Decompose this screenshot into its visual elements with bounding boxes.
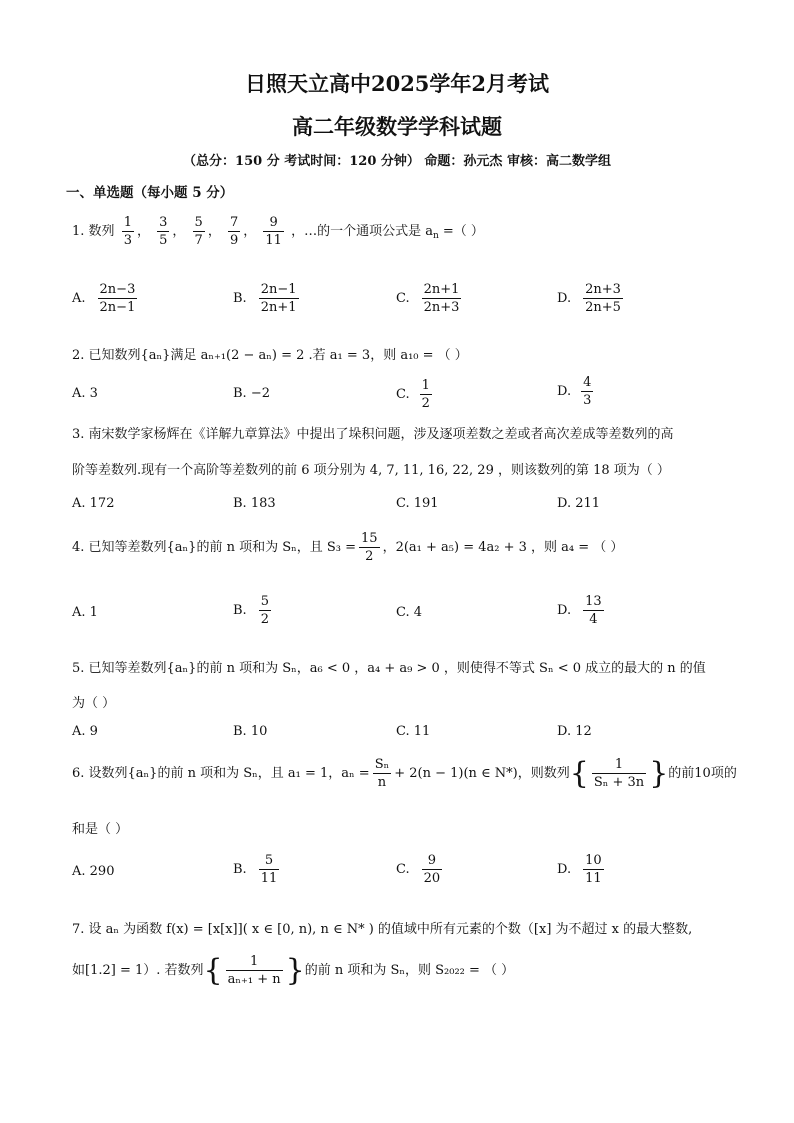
question-6-line-2: 和是（ ） [72,822,129,837]
exam-meta: （总分：150 分 考试时间：120 分钟） 命题：孙元杰 审核：高二数学组 [183,154,611,169]
q5-option-c[interactable]: C. 11 [396,724,431,739]
q4-option-a[interactable]: A. 1 [72,605,98,620]
section-heading: 一、单选题（每小题 5 分） [66,185,234,201]
q3-option-c[interactable]: C. 191 [396,496,439,511]
q2-option-a[interactable]: A. 3 [72,386,98,401]
q6-option-d[interactable]: D. $\frac{10}{11}$ [557,853,602,886]
q1-frac-1: $\frac{1}{3}$ [123,215,132,248]
question-4: 4. 已知等差数列{aₙ}的前 n 项和为 Sₙ，且 S₃ = $\frac{15}{2}$ ，2(a₁ + a₅) = 4a₂ + 3 ，则 a₄ = （ ） [72,531,624,564]
q1-suffix: ，…的一个通项公式是 a [291,224,433,239]
q1-option-c[interactable]: C. $\frac{2n+1}{2n+3}$ [396,282,460,315]
q5-option-b[interactable]: B. 10 [233,724,268,739]
q5-option-a[interactable]: A. 9 [72,724,98,739]
question-1: 1. 数列 $\frac{1}{3}$ ， $\frac{3}{5}$ ， $\frac{5}{7}$ ， $\frac{7}{9}$ ， $\frac{9}{11}$ ，…的一个通项公式是 $a_n$ =（ ） [72,215,484,248]
q3-option-b[interactable]: B. 183 [233,496,276,511]
q3-option-a[interactable]: A. 172 [72,496,115,511]
q1-prefix: 1. 数列 [72,224,115,239]
q2-option-c[interactable]: C. $\frac{1}{2}$ [396,378,430,411]
q6-option-c[interactable]: C. $\frac{9}{20}$ [396,853,441,886]
q1-option-b[interactable]: B. $\frac{2n-1}{2n+1}$ [233,282,297,315]
q1-frac-2: $\frac{3}{5}$ [159,215,168,248]
q6-option-a[interactable]: A. 290 [72,864,115,879]
q1-option-a[interactable]: A. $\frac{2n-3}{2n-1}$ [72,282,136,315]
q1-frac-3: $\frac{5}{7}$ [194,215,203,248]
question-6: 6. 设数列{aₙ}的前 n 项和为 Sₙ，且 a₁ = 1，aₙ = $\frac{\text{Sₙ}}{n}$ + 2(n − 1)(n ∈ N*)，则数列{ $\frac{1}{\text{Sₙ + 3n}}$ }的前10项的 [72,755,737,791]
q1-frac-5: $\frac{9}{11}$ [265,215,282,248]
q4-option-b[interactable]: B. $\frac{5}{2}$ [233,594,269,627]
question-5-line-1: 5. 已知等差数列{aₙ}的前 n 项和为 Sₙ，a₆ < 0 ，a₄ + a₉ > 0 ，则使得不等式 Sₙ < 0 成立的最大的 n 的值 [72,661,706,676]
question-3-line-1: 3. 南宋数学家杨辉在《详解九章算法》中提出了垛积问题，涉及逐项差数之差或者高次差成等差数列的高 [72,427,674,442]
question-2: 2. 已知数列{aₙ}满足 aₙ₊₁(2 − aₙ) = 2 .若 a₁ = 3，则 a₁₀ = （ ） [72,348,468,363]
question-5-line-2: 为（ ） [72,696,116,711]
q2-option-b[interactable]: B. −2 [233,386,270,401]
q4-option-d[interactable]: D. $\frac{13}{4}$ [557,594,602,627]
q5-option-d[interactable]: D. 12 [557,724,592,739]
q1-option-d[interactable]: D. $\frac{2n+3}{2n+5}$ [557,282,621,315]
exam-title: 日照天立高中2025学年2月考试 [244,71,550,96]
q6-option-b[interactable]: B. $\frac{5}{11}$ [233,853,278,886]
question-7-line-1: 7. 设 aₙ 为函数 f(x) = [x[x]]( x ∈ [0, n), n ∈ N* ) 的值域中所有元素的个数（[x] 为不超过 x 的最大整数, [72,922,693,937]
q1-frac-4: $\frac{7}{9}$ [229,215,239,248]
q3-option-d[interactable]: D. 211 [557,496,601,511]
question-7-line-2: 如[1.2] = 1）. 若数列{ $\frac{1}{\text{aₙ₊₁ + n}}$ }的前 n 项和为 Sₙ，则 S₂₀₂₂ = （ ） [72,952,515,988]
q4-option-c[interactable]: C. 4 [396,605,423,620]
question-3-line-2: 阶等差数列.现有一个高阶等差数列的前 6 项分别为 4, 7, 11, 16, 22, 29 ，则该数列的第 18 项为（ ） [72,463,670,478]
exam-subtitle: 高二年级数学学科试题 [292,114,502,139]
q2-option-d[interactable]: D. $\frac{4}{3}$ [557,375,592,408]
